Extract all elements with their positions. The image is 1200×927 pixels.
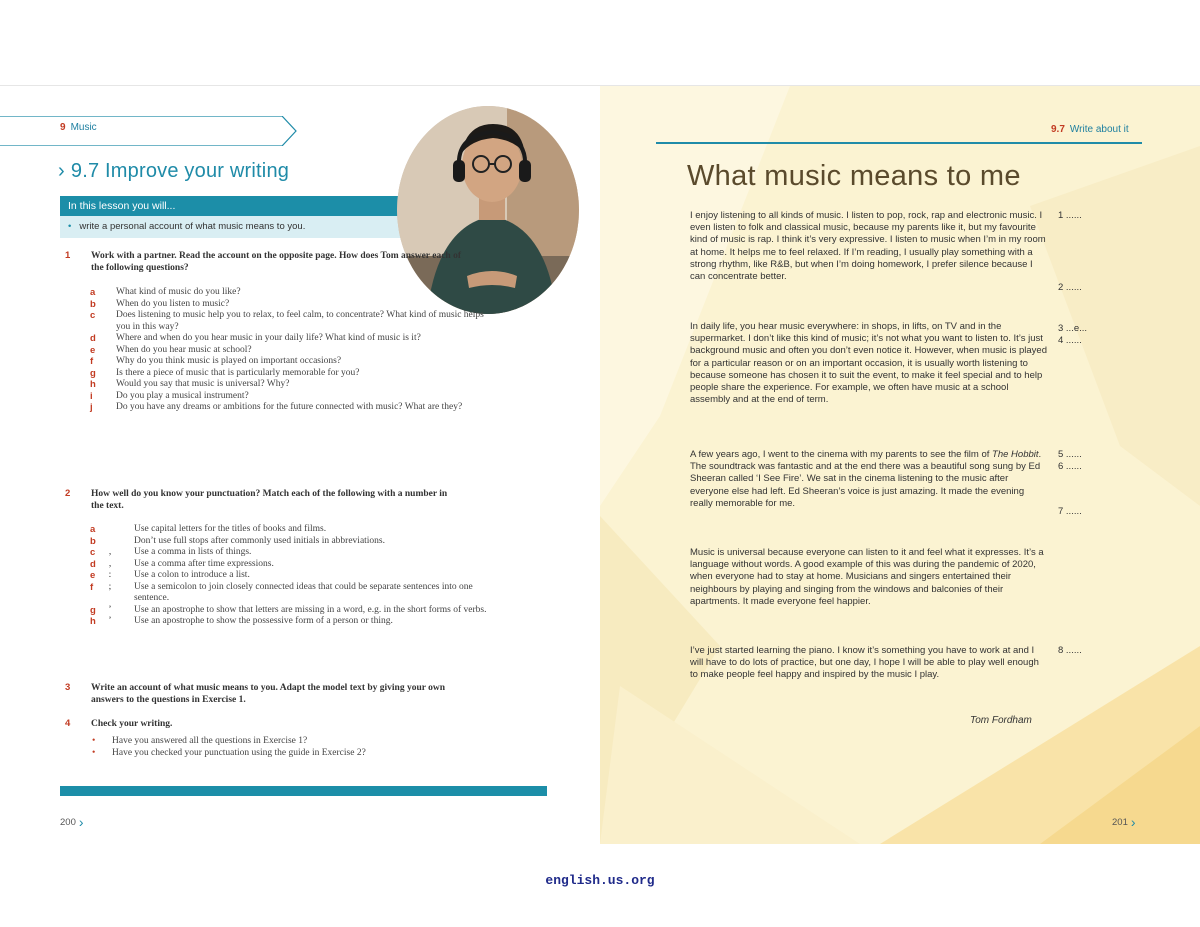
section-label: Write about it [1069, 124, 1129, 135]
question-letter: d [90, 333, 96, 344]
page-number-text: 200 [60, 817, 76, 828]
footer-strip [60, 786, 547, 796]
question-letter: i [90, 390, 93, 402]
chevron-right-icon: › [78, 814, 84, 830]
punctuation-mark: ; [108, 581, 112, 592]
item-letter: h [90, 616, 96, 627]
answer-mark-7: 7 ...... [1058, 506, 1082, 517]
exercise-2-items [90, 524, 490, 628]
item-text: Use an apostrophe to show the possessive form of a person or thing. [134, 616, 393, 626]
exercise-instruction: How well do you know your punctuation? Match each of the following with a number in the text. [91, 489, 448, 511]
question-text: Where and when do you hear music in your daily life? What kind of music is it? [116, 333, 421, 343]
chapter-tab [0, 116, 294, 146]
punctuation-mark: , [108, 558, 112, 569]
question-text: Do you have any dreams or ambitions for the future connected with music? What are they? [116, 402, 463, 412]
question-text: When do you listen to music? [116, 298, 230, 309]
exercise-number: 2 [65, 488, 71, 499]
punctuation-mark: ’ [108, 616, 112, 626]
item-letter: a [90, 524, 96, 535]
punctuation-item [90, 524, 490, 536]
section-header [1051, 124, 1129, 135]
page-number-left [60, 814, 84, 830]
exercise-instruction: Write an account of what music means to you. Adapt the model text by giving your own answers to the questions in Exercise 1. [91, 683, 446, 705]
right-page [600, 86, 1200, 844]
page-number-right [1112, 814, 1136, 830]
question-letter: j [90, 402, 93, 413]
question-text: Does listening to music help you to relax, to feel calm, to concentrate? What kind of music helps you in this way? [116, 310, 484, 332]
question-item [90, 379, 490, 391]
exercise-4-checklist [90, 736, 490, 759]
photo-young-man-headphones [397, 106, 579, 314]
item-text: Use an apostrophe to show that letters are missing in a word, e.g. in the short forms of verbs. [134, 604, 487, 615]
item-letter: d [90, 558, 96, 570]
item-text: Use a comma in lists of things. [134, 547, 252, 557]
paragraph-2: In daily life, you hear music everywhere: in shops, in lifts, on TV and in the supermarket. I don’t like this kind of music; it’s not what you want to listen to. It’s just background music and often you don’t even notice it. However, when music is played for a particular reason or on an important occasion, it is usually worth listening to because someone has chosen it to suit the event, to make it feel special and to help people share the experience. For example, we often have music at a school assembly and at the end of term. [690, 321, 1047, 406]
item-text: Use capital letters for the titles of books and films. [134, 524, 327, 534]
item-text: Use a semicolon to join closely connected ideas that could be separate sentences into one sentence. [134, 581, 473, 603]
question-letter: b [90, 298, 96, 310]
lesson-goal-item [60, 216, 420, 238]
exercise-1-questions [90, 287, 490, 414]
answer-mark-1: 1 ...... [1058, 210, 1082, 221]
item-letter: b [90, 535, 96, 547]
checklist-item: • Have you answered all the questions in Exercise 1? [90, 736, 490, 748]
page-number-text: 201 [1112, 817, 1128, 828]
chapter-number: 9 [60, 122, 66, 133]
left-page [0, 86, 600, 844]
question-text: Do you play a musical instrument? [116, 390, 249, 401]
lesson-title-text: 9.7 Improve your writing [70, 160, 290, 182]
punctuation-mark: , [108, 547, 112, 557]
article-title: What music means to me [687, 160, 1021, 192]
answer-mark-2: 2 ...... [1058, 282, 1082, 293]
question-item [90, 345, 490, 357]
item-letter: c [90, 547, 96, 558]
item-letter: f [90, 581, 94, 593]
question-text: Would you say that music is universal? Why? [116, 379, 290, 389]
punctuation-item [90, 570, 490, 582]
question-item [90, 333, 490, 345]
footer-url[interactable]: english.us.org [545, 873, 655, 888]
answer-mark-6: 6 ...... [1058, 461, 1082, 472]
checklist-item: • Have you checked your punctuation using the guide in Exercise 2? [90, 748, 490, 760]
question-item [90, 356, 490, 368]
item-letter: e [90, 570, 96, 581]
author-signature: Tom Fordham [970, 715, 1032, 726]
book-spread [0, 86, 1200, 844]
lesson-goals-heading: In this lesson you will... [60, 196, 420, 216]
exercise-instruction: Work with a partner. Read the account on the opposite page. How does Tom answer each of the following questions? [91, 251, 461, 273]
question-text: Is there a piece of music that is particularly memorable for you? [116, 367, 360, 378]
chapter-name: Music [70, 122, 97, 133]
punctuation-mark: ’ [108, 604, 112, 615]
paragraph-5: I’ve just started learning the piano. I know it’s something you have to work at and I will have to do lots of practice, but one day, I hope I will be able to play well enough to make people feel happy and inspired by the music I play. [690, 645, 1039, 681]
punctuation-item [90, 616, 490, 628]
answer-mark-8: 8 ...... [1058, 645, 1082, 656]
item-text: Don’t use full stops after commonly used initials in abbreviations. [134, 535, 386, 546]
question-letter: f [90, 356, 94, 367]
exercise-instruction: Check your writing. [91, 719, 173, 729]
answer-mark-4: 4 ...... [1058, 335, 1082, 346]
chapter-label [60, 122, 97, 133]
punctuation-item [90, 547, 490, 559]
question-item [90, 310, 490, 333]
punctuation-item [90, 605, 490, 617]
punctuation-item [90, 559, 490, 571]
question-letter: g [90, 367, 96, 379]
punctuation-mark: : [108, 570, 112, 580]
item-letter: g [90, 604, 96, 616]
lesson-title [58, 160, 289, 183]
question-letter: a [90, 287, 96, 298]
question-letter: h [90, 379, 96, 390]
question-text: Why do you think music is played on important occasions? [116, 356, 342, 366]
bullet-icon: • [68, 221, 72, 232]
paragraph-4: Music is universal because everyone can listen to it and feel what it expresses. It’s a language without words. A good example of this was during the pandemic of 2020, when everyone had to stay at home. Musicians and singers entertained their neighbours by playing and singing from the windows and balconies of their apartments. It made everyone feel happier. [690, 547, 1044, 607]
question-item [90, 391, 490, 403]
chevron-right-icon: › [1130, 814, 1136, 830]
lesson-goal-text: write a personal account of what music means to you. [79, 221, 306, 232]
item-text: Use a comma after time expressions. [134, 558, 274, 569]
section-number: 9.7 [1051, 124, 1065, 135]
paragraph-1: I enjoy listening to all kinds of music. I listen to pop, rock, rap and electronic music. I even listen to folk and classical music, because my parents like it, but my favourite kind of music is rap. I think it’s very expressive. I listen to music when I’m in my room at home. It helps me to feel relaxed. If I’m reading, I usually play something with a strong rhythm, like R&B, but when I’m doing homework, I prefer silence because I can concentrate better. [690, 210, 1046, 283]
question-letter: c [90, 310, 96, 321]
portrait-illustration [397, 106, 579, 314]
question-item [90, 368, 490, 380]
question-item [90, 402, 490, 414]
exercise-number: 4 [65, 718, 71, 729]
punctuation-item [90, 536, 490, 548]
answer-mark-3: 3 ...e... [1058, 323, 1088, 334]
punctuation-item [90, 582, 490, 605]
question-item [90, 287, 490, 299]
answer-mark-5: 5 ...... [1058, 449, 1082, 460]
question-item [90, 299, 490, 311]
chevron-right-icon: › [58, 160, 65, 182]
header-rule [656, 142, 1142, 144]
item-text: Use a colon to introduce a list. [134, 570, 250, 580]
question-text: When do you hear music at school? [116, 344, 252, 355]
question-text: What kind of music do you like? [116, 287, 241, 297]
paragraph-3: A few years ago, I went to the cinema with my parents to see the film of The Hobbit. The soundtrack was fantastic and at the end there was a beautiful song sung by Ed Sheeran called ‘I See Fire’. We sat in the cinema listening to the music after everyone else had left. Ed Sheeran’s voice is just amazing. It made the evening really memorable for me. [690, 449, 1042, 509]
exercise-number: 1 [65, 250, 71, 261]
exercise-number: 3 [65, 682, 71, 693]
chapter-tab-arrow [0, 116, 300, 146]
question-letter: e [90, 344, 96, 356]
